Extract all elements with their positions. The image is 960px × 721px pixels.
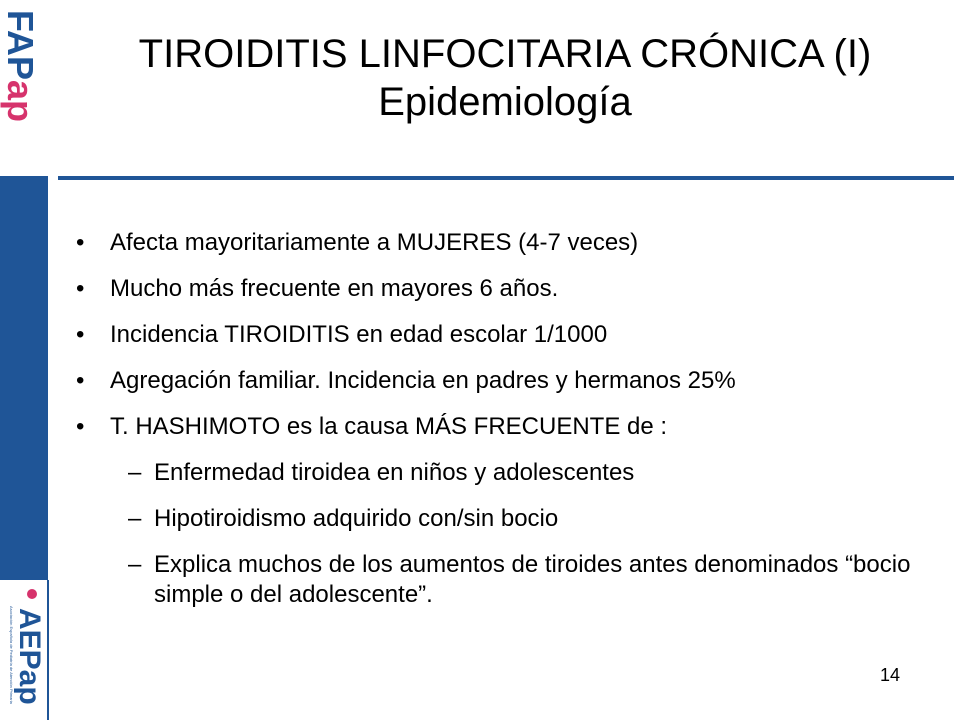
sub-bullet-text: Hipotiroidismo adquirido con/sin bocio — [154, 505, 559, 532]
sub-bullet-mark: – — [128, 505, 142, 532]
fapap-logo-ap: ap — [0, 80, 41, 123]
title-main: TIROIDITIS LINFOCITARIA CRÓNICA (I) — [138, 32, 872, 76]
fapap-logo-graphic — [0, 8, 42, 156]
bullet-mark: • — [76, 275, 85, 302]
sidebar-top-area — [0, 0, 48, 176]
bullet-text: Mucho más frecuente en mayores 6 años. — [110, 275, 559, 302]
bullet-item — [70, 412, 930, 442]
aepap-logo-dot — [27, 589, 37, 599]
title-divider — [58, 176, 954, 180]
bullet-item — [70, 320, 930, 350]
sub-bullet-item — [70, 550, 930, 610]
bullet-mark: • — [76, 367, 85, 394]
bullet-item — [70, 366, 930, 396]
bullet-text: Agregación familiar. Incidencia en padres y hermanos 25% — [110, 367, 736, 394]
aepap-logo-graphic — [2, 584, 46, 716]
fapap-logo-fap: FAP — [0, 10, 41, 81]
left-sidebar — [0, 0, 48, 720]
bullet-item — [70, 274, 930, 304]
bullet-text: T. HASHIMOTO es la causa MÁS FRECUENTE de : — [110, 413, 668, 440]
sub-bullet-mark: – — [128, 551, 142, 578]
slide-title — [60, 30, 950, 126]
sub-bullet-item — [70, 504, 930, 534]
aepap-logo-icon — [2, 584, 46, 716]
bullet-mark: • — [76, 321, 85, 348]
sub-bullet-text: Enfermedad tiroidea en niños y adolescentes — [154, 459, 635, 486]
aepap-logo-small-text: Asociación Española de Pediatría de Atención Primaria — [9, 606, 14, 704]
svg-text:FAPap — [0, 10, 41, 122]
bullet-mark: • — [76, 413, 85, 440]
sidebar-blue-band — [0, 176, 48, 580]
page-number: 14 — [880, 665, 901, 685]
sub-bullet-item — [70, 458, 930, 488]
sub-bullet-text: Explica muchos de los aumentos de tiroides antes denominados “bocio simple o del adolescente”. — [154, 551, 911, 608]
bullet-text: Afecta mayoritariamente a MUJERES (4-7 veces) — [110, 229, 639, 256]
fapap-logo-icon — [0, 8, 42, 156]
bullet-mark: • — [76, 229, 85, 256]
bullet-text: Incidencia TIROIDITIS en edad escolar 1/1000 — [110, 321, 608, 348]
aepap-logo-text: AEPap — [13, 608, 46, 705]
sidebar-bottom-line — [47, 580, 49, 720]
slide-content — [70, 228, 930, 626]
title-subtitle: Epidemiología — [378, 80, 632, 124]
sub-bullet-mark: – — [128, 459, 142, 486]
bullet-item — [70, 228, 930, 258]
